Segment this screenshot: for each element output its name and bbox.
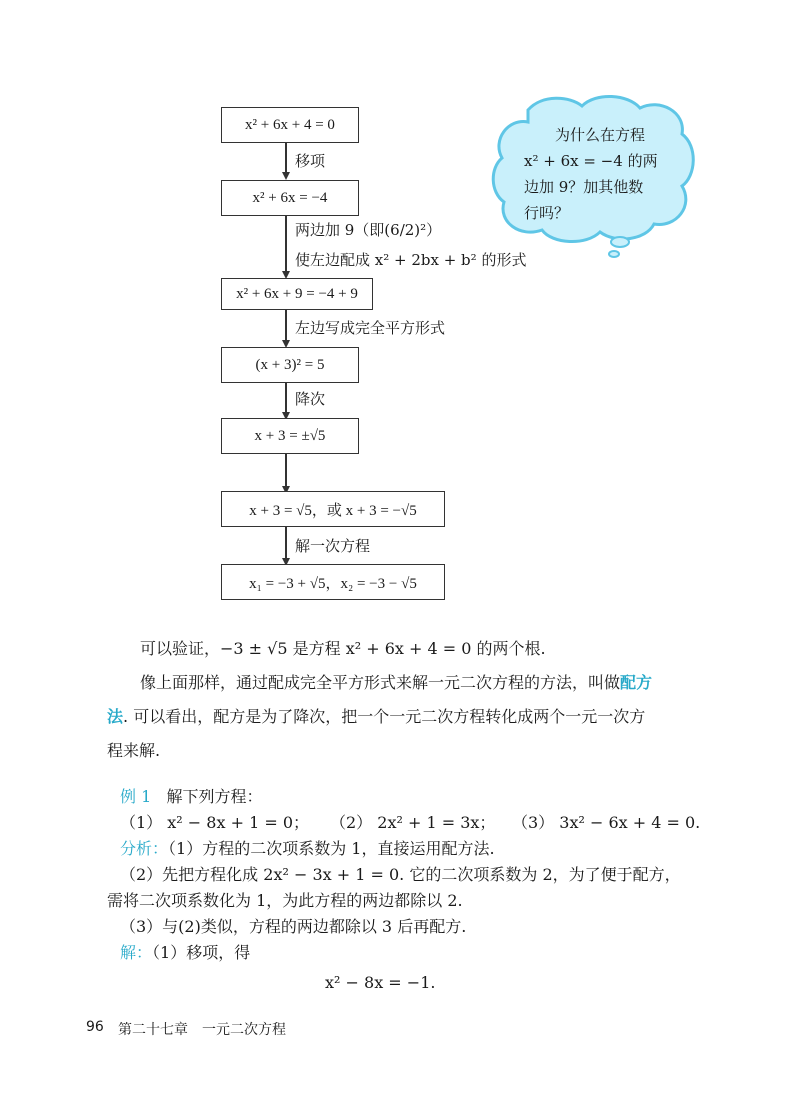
example-equation-2: （2） 2x² + 1 = 3x； bbox=[330, 813, 496, 832]
example-label: 例 1 bbox=[120, 787, 152, 806]
paragraph-definition-line-1 bbox=[140, 666, 652, 700]
flow-box-7-text: x₁ = −3 + √5，x₂ = −3 − √5 bbox=[249, 575, 417, 592]
analysis-line-4: （3）与(2)类似，方程的两边都除以 3 后再配方. bbox=[120, 917, 467, 936]
flow-connector bbox=[285, 216, 287, 274]
flow-box-3-text: x² + 6x + 9 = −4 + 9 bbox=[236, 285, 358, 302]
flow-step-4: 降次 bbox=[295, 390, 326, 408]
paragraph-definition-line-2 bbox=[107, 700, 645, 734]
flow-box-1 bbox=[221, 107, 359, 143]
solution-line-1 bbox=[120, 936, 250, 970]
flow-box-5-text: x + 3 = ±√5 bbox=[254, 427, 326, 444]
flow-step-2b: 使左边配成 x² + 2bx + b² 的形式 bbox=[295, 251, 527, 269]
bubble-line-1: 为什么在方程 bbox=[555, 126, 646, 144]
term-completing-square: 配方 bbox=[620, 673, 653, 692]
example-equation-1: （1） x² − 8x + 1 = 0； bbox=[120, 813, 310, 832]
analysis-line-3: 需将二次项系数化为 1，为此方程的两边都除以 2. bbox=[107, 891, 463, 910]
solution-equation: x² − 8x = −1. bbox=[325, 973, 436, 992]
paragraph-definition-line-3: 程来解. bbox=[107, 741, 161, 760]
flow-connector bbox=[285, 310, 287, 343]
solution-label: 解： bbox=[120, 943, 153, 962]
example-equation-3: （3） 3x² − 6x + 4 = 0. bbox=[512, 813, 701, 832]
flow-box-6 bbox=[221, 491, 445, 527]
flow-box-4-text: (x + 3)² = 5 bbox=[255, 356, 325, 373]
analysis-line-2: （2）先把方程化成 2x² − 3x + 1 = 0. 它的二次项系数为 2，为了便于配方， bbox=[120, 865, 681, 884]
analysis-text-1: （1）方程的二次项系数为 1，直接运用配方法. bbox=[168, 839, 495, 858]
solution-text-1: （1）移项，得 bbox=[152, 943, 251, 962]
flow-box-5 bbox=[221, 418, 359, 454]
flow-box-3 bbox=[221, 278, 373, 310]
page-number: 96 bbox=[86, 1019, 104, 1035]
flow-step-6: 解一次方程 bbox=[295, 537, 371, 555]
flow-connector bbox=[285, 527, 287, 561]
flow-connector bbox=[285, 143, 287, 175]
bubble-line-4: 行吗？ bbox=[524, 204, 570, 222]
definition-text-continued: . 可以看出，配方是为了降次，把一个一元二次方程转化成两个一元一次方 bbox=[123, 707, 646, 726]
term-completing-square-end: 法 bbox=[107, 707, 124, 726]
flow-box-6-text: x + 3 = √5，或 x + 3 = −√5 bbox=[249, 502, 417, 519]
flow-box-1-text: x² + 6x + 4 = 0 bbox=[245, 116, 335, 133]
flow-connector bbox=[285, 383, 287, 415]
flow-connector bbox=[285, 454, 287, 489]
flow-step-2a: 两边加 9（即(6/2)²） bbox=[295, 221, 442, 239]
flow-step-3: 左边写成完全平方形式 bbox=[295, 319, 446, 337]
flow-box-4 bbox=[221, 347, 359, 383]
analysis-label: 分析： bbox=[120, 839, 169, 858]
example-title: 解下列方程： bbox=[166, 787, 263, 806]
definition-text: 像上面那样，通过配成完全平方形式来解一元二次方程的方法，叫做 bbox=[140, 673, 621, 692]
flow-arrow bbox=[282, 172, 290, 180]
flow-box-2 bbox=[221, 180, 359, 216]
bubble-line-3: 边加 9？加其他数 bbox=[524, 178, 644, 196]
flow-box-7 bbox=[221, 564, 445, 600]
flow-step-1: 移项 bbox=[295, 152, 326, 170]
flow-box-2-text: x² + 6x = −4 bbox=[252, 189, 328, 206]
bubble-line-2: x² + 6x = −4 的两 bbox=[524, 152, 658, 170]
chapter-title: 第二十七章 一元二次方程 bbox=[118, 1022, 286, 1038]
paragraph-verify: 可以验证，−3 ± √5 是方程 x² + 6x + 4 = 0 的两个根. bbox=[140, 639, 546, 658]
